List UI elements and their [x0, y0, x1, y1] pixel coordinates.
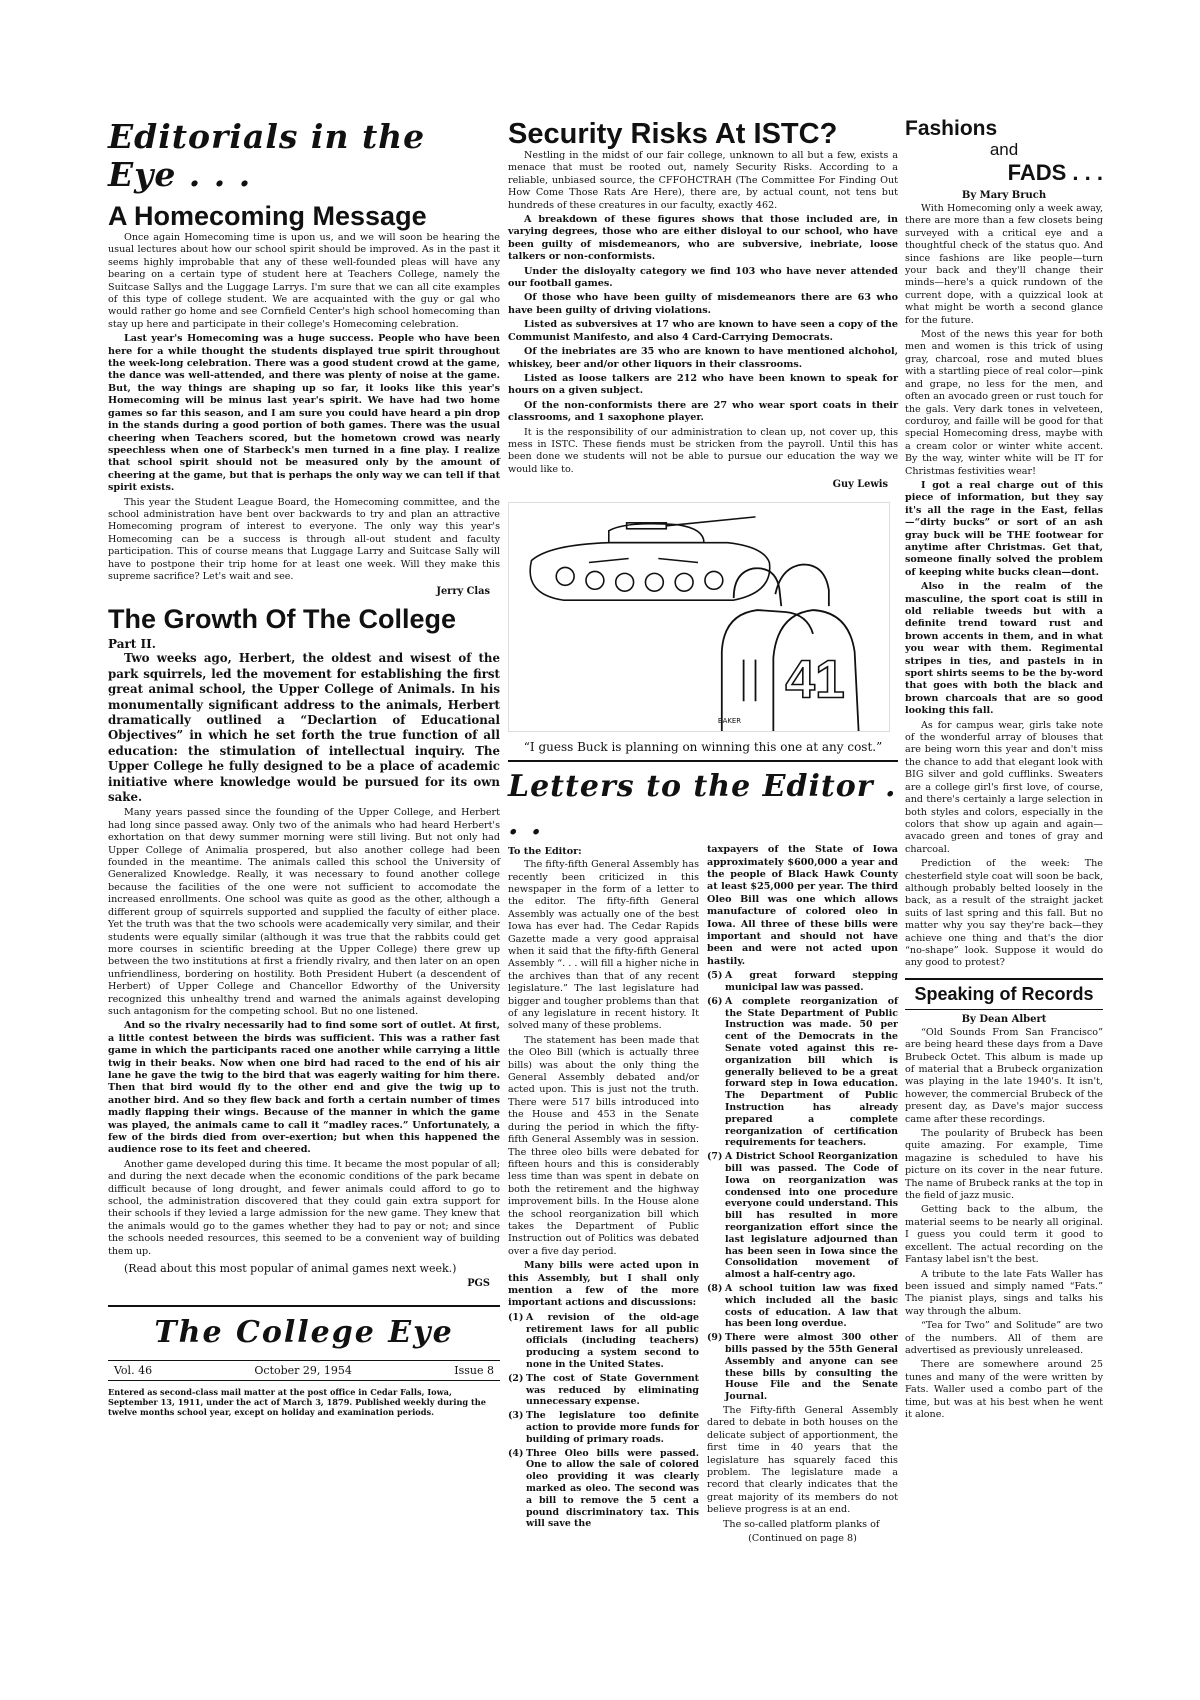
masthead-date: October 29, 1954: [254, 1364, 352, 1378]
letters-section-title: Letters to the Editor . . .: [508, 769, 897, 843]
homecoming-paragraph: Once again Homecoming time is upon us, and we will soon be hearing the usual lectures about how our school spirit should be improved. As in the past it seems highly improbable that any of these well-founded pleas will have any bearing on a certain type of student here at Teachers College, namely the Suitcase Sallys and the Luggage Larrys. I'm sure that we can all cite examples of this type of college student. We are acquainted with the guy or gal who would rather go home and see Cornfield Center's high school homecoming than stay up here and participate in their college's Homecoming celebration.: [108, 232, 500, 330]
letters-list-item: (6) A complete reorganization of the State Department of Public Instruction was made. 50 per cent of the Democrats in the Senate voted against this re-organization bill which is generally believed to be a great forward step in Iowa education. The Department of Public Instruction has already prepared a complete reorganization of certification requirements for teachers.: [707, 995, 898, 1149]
records-paragraph: The poularity of Brubeck has been quite amazing. For example, Time magazine is scheduled to have his picture on its cover in the near future. The name of Brubeck ranks at the top in the field of jazz music.: [905, 1128, 1103, 1202]
letters-list-item: (3) The legislature too definite action to provide more funds for building of primary roads.: [508, 1410, 699, 1445]
records-paragraph: A tribute to the late Fats Waller has been issued and simply named “Fats.” The pianist plays, sings and talks his way through the album.: [905, 1268, 1103, 1317]
masthead: [108, 1305, 500, 1418]
masthead-notice: Entered as second-class mail matter at the post office in Cedar Falls, Iowa, September 13, 1911, under the act of March 3, 1879. Published weekly during the twelve months school year, except on holiday and examination periods.: [108, 1387, 486, 1418]
letters-list-item: (8) A school tuition law was fixed which included all the basic costs of education. A law that has been long overdue.: [707, 1282, 898, 1330]
fashions-paragraph: Also in the realm of the masculine, the sport coat is still in old reliable tweeds but with a definite trend toward rust and brown accents in them, and in what you wear with them. Regimental stripes in ties, and pastels in in sport shirts seems to be the by-word that goes with both the black and brown charcoals that are so good looking this fall.: [905, 581, 1103, 717]
fashions-title: Fashions: [905, 117, 998, 140]
growth-paragraph: Many years passed since the founding of the Upper College, and Herbert had long since passed away. Only two of the animals who had heard Herbert's exhortation on that dewy summer morning were still living. But not only had Upper College of Animalia prospered, but also another college had been founded in the meantime. The animals called this school the University of Generalized Knowledge. Really, it was necessary to found another college because the facilities of the one were not sufficient to accomodate the increased enrollments. One school was quite as good as the other, although a different group of squirrels supported and supplied the faculty of either place. Yet the truth was that the two schools were academically very similar, and their students were equally similar (although it was true that the rabbits could get more courses in scientific breeding at the Upper College) there grew up between the two institutions at first a friendly rivalry, and then later on an open unfriendliness, bordering on hostility. Both President Hubert (a descendent of Herbert) of Upper College and Chancellor Edworthy of the University recognized this unhealthy trend and warned the animals against developing such antagonism for the competing school. But no one listened.: [108, 807, 500, 1017]
security-paragraph: A breakdown of these figures shows that those included are, in varying degrees, those who are either disloyal to our school, who have been guilty of misdemeanors, who are subversive, inebriate, loose talkers or non-conformists.: [508, 214, 898, 263]
middle-column: [508, 118, 898, 1673]
homecoming-signature: Jerry Clas: [436, 586, 490, 598]
jersey-number: 41: [785, 650, 845, 710]
growth-paragraph: Two weeks ago, Herbert, the oldest and wisest of the park squirrels, led the movement for establishing the first great animal school, the Upper College of Animals. In his monumentally significant address to the animals, Herbert dramatically outlined a “Declartion of Educational Objectives” in which he set forth the true function of all education: the stimulation of intellectual inquiry. The Upper College he fully designed to be a place of academic initiative where knowledge would be pursued for its own sake.: [108, 651, 500, 805]
security-paragraph: It is the responsibility of our administration to clean up, not cover up, this mess in ISTC. These fiends must be stricken from the payroll. Until this has been done we students will not be able to pursue our education the way we would like to.: [508, 426, 898, 475]
continued-note: (Continued on page 8): [748, 1532, 857, 1544]
letters-paragraph: The Fifty-fifth General Assembly dared to debate in both houses on the delicate subject of apportionment, the first time in 40 years that the legislature has squarely faced this problem. The legislature made a record that clearly indicates that the great majority of its members do not believe progress is at an end.: [707, 1404, 898, 1516]
growth-signature: PGS: [467, 1278, 490, 1290]
letters-paragraph: The fifty-fifth General Assembly has recently been criticized in this newspaper in the form of a letter to the editor. The fifty-fifth General Assembly was actually one of the best Iowa has ever had. The Cedar Rapids Gazette made a very good appraisal when it said that the fifty-fifth General Assembly “. . . will fill a higher niche in the archives than that of any recent legislature.” The last legislature had bigger and tougher problems than that of any legislature in recent history. It solved many of these problems.: [508, 859, 699, 1032]
fashions-paragraph: I got a real charge out of this piece of information, but they say it's all the rage in the East, fellas—“dirty bucks” or sort of an ash gray buck will be THE footwear for anytime after Christmas. Get that, someone finally solved the problem of keeping white bucks clean—dont.: [905, 479, 1103, 578]
security-body: [508, 150, 898, 476]
letters-column-1: [508, 844, 699, 1544]
letters-paragraph: The statement has been made that the Oleo Bill (which is actually three bills) was about the only thing the General Assembly debated and/or acted upon. This is just not the truth. There were 517 bills introduced into the House and 453 in the Senate during the period in which the fifty-fifth General Assembly was in session. The three oleo bills were debated for fifteen hours and this is considerably less time than was spent in debate on both the retirement and the highway improvement bills. In the House alone the school reorganization bill which takes the Department of Public Instruction out of Politics was debated over a five day period.: [508, 1034, 699, 1257]
letters-list-item: (5) A great forward stepping municipal law was passed.: [707, 970, 898, 994]
masthead-title: The College Eye: [154, 1315, 454, 1351]
records-paragraph: There are somewhere around 25 tunes and many of the were written by Fats. Waller used a combo part of the time, but was at his best when he went it alone.: [905, 1359, 1103, 1420]
security-paragraph: Of the inebriates are 35 who are known to have mentioned alchohol, whiskey, beer and/or other liquors in their classrooms.: [508, 346, 898, 370]
growth-paragraph: Another game developed during this time. It became the most popular of all; and during the next decade when the economic conditions of the park became difficult because of long drought, and fewer animals could afford to go to school, the administration discovered that they could gain extra support for their schools if they levied a large admission for the new game. They knew that the animals would go to the games whether they had to pay or not; and since the schools needed resources, this seemed to be a convenient way of building them up.: [108, 1158, 500, 1257]
security-signature: Guy Lewis: [832, 479, 888, 491]
right-column: [905, 118, 1103, 1673]
growth-part: Part II.: [108, 637, 156, 652]
security-paragraph: Under the disloyalty category we find 103 who have never attended our football games.: [508, 265, 898, 290]
letters-salutation: To the Editor:: [508, 846, 582, 858]
letters-list-item: (4) Three Oleo bills were passed. One to allow the sale of colored oleo providing it was clearly marked as oleo. The second was a bill to remove the 5 cent a pound discriminatory tax. This will save the: [508, 1447, 699, 1530]
records-body: [905, 1027, 1103, 1422]
security-paragraph: Listed as loose talkers are 212 who have been known to speak for hours on a given subject.: [508, 372, 898, 397]
fashions-paragraph: Prediction of the week: The chesterfield style coat will soon be back, although probably belted loosely in the back, as a result of the straight jacket suits of last spring and this fall. But no matter why you say they're back—they achieve one thing and that's the dior “no-shape” look. Suppose it would do any good to protest?: [905, 858, 1103, 969]
fashions-title-and: and: [989, 140, 1019, 159]
fashions-body: [905, 203, 1103, 970]
records-paragraph: Getting back to the album, the material seems to be nearly all original. I guess you could term it good to excellent. The actual recording on the Fantasy label isn't the best.: [905, 1204, 1103, 1266]
fashions-paragraph: With Homecoming only a week away, there are more than a few closets being surveyed with a critical eye and a thoughtful check of the status quo. And since fashions are like people—turn your back and they'll change their minds—here's a quick rundown of the current dope, with a quizzical look at what might be worth a second glance for the future.: [905, 203, 1103, 326]
masthead-issue: Issue 8: [454, 1364, 494, 1378]
homecoming-body: [108, 232, 500, 583]
records-paragraph: “Tea for Two” and Solitude” are two of the numbers. All of them are advertised as previously unreleased.: [905, 1320, 1103, 1356]
fashions-title-fads: FADS . . .: [1007, 160, 1103, 185]
letters-paragraph: taxpayers of the State of Iowa approximately $600,000 a year and the people of Black Hawk County at least $25,000 per year. The third Oleo Bill was one which allows manufacture of colored oleo in Iowa. All three of these bills were important and should not have been and were not acted upon hastily.: [707, 844, 898, 967]
growth-note: (Read about this most popular of animal games next week.): [124, 1262, 457, 1276]
records-headline: Speaking of Records: [905, 978, 1103, 1010]
letters-list-item: (9) There were almost 300 other bills passed by the 55th General Assembly and anyone can see these bills by consulting the House File and the Senate Journal.: [707, 1332, 898, 1403]
letters-list-item: (1) A revision of the old-age retirement laws for all public officials (including teachers) producing a system second to none in the United States.: [508, 1311, 699, 1370]
editorials-section-title: Editorials in the Eye . . .: [108, 117, 426, 194]
security-headline: Security Risks At ISTC?: [508, 118, 838, 150]
cartoon-artist-signature: BAKER: [717, 717, 742, 726]
fashions-paragraph: Most of the news this year for both men and women is this trick of using gray, charcoal, rose and muted blues with a startling piece of real color—pink and grape, no less for the men, and often an avocado green or rust touch for the gals. Very dark tones in velveteen, corduroy, and faille will be good for that special Homecoming dress, maybe with a cream color or winter white accent. By the way, winter white will be IT for Christmas festivities wear!: [905, 329, 1103, 477]
left-column: [108, 117, 500, 1418]
homecoming-headline: A Homecoming Message: [108, 201, 427, 231]
letters-paragraph: Many bills were acted upon in this Assembly, but I shall only mention a few of the more important actions and discussions:: [508, 1260, 699, 1309]
masthead-volume: Vol. 46: [114, 1364, 153, 1378]
letters-column-2: [707, 844, 898, 1544]
homecoming-paragraph: This year the Student League Board, the Homecoming committee, and the school administration have bent over backwards to try and plan an attractive Homecoming program of interest to everyone. The only way this year's Homecoming can be a success is through all-out student and faculty participation. This of course means that Luggage Larry and Suitcase Sally will have to postpone their trip home for at least one week. Will they make this supreme sacrifice? Let's wait and see.: [108, 496, 500, 582]
letters-body: [508, 844, 898, 1544]
cartoon-caption: “I guess Buck is planning on winning this one at any cost.”: [508, 740, 898, 762]
security-paragraph: Of those who have been guilty of misdemeanors there are 63 who have been guilty of driving violations.: [508, 292, 898, 316]
fashions-paragraph: As for campus wear, girls take note of the wonderful array of blouses that are being worn this year and don't miss the chance to add that elegant look with BIG silver and gold cufflinks. Sweaters are a college girl's first love, of course, and there's certainly a large selection in both styles and colors, especially in the colors that show up again and again—avacado green and tones of gray and charcoal.: [905, 719, 1103, 855]
growth-headline: The Growth Of The College: [108, 604, 457, 635]
growth-paragraph: And so the rivalry necessarily had to find some sort of outlet. At first, a little contest between the birds was sufficient. This was a rather fast game in which the participants raced one another while carrying a little twig in their beaks. Now when one bird had raced to the end of his air lane he gave the twig to the bird that was eagerly waiting for him there. Then that bird would fly to the other end and give the twig up to another bird. And so they flew back and forth a certain number of times madly flapping their wings. Because of the manner in which the game was played, the animals came to call it “madley races.” Unfortunately, a few of the birds died from over-exertion; but when this happened the audience rose to its feet and cheered.: [108, 1020, 500, 1156]
growth-body: [108, 651, 500, 1258]
masthead-info: [108, 1360, 500, 1381]
security-paragraph: Listed as subversives at 17 who are known to have seen a copy of the Communist Manifesto, and also 4 Card-Carrying Democrats.: [508, 319, 898, 343]
records-byline: By Dean Albert: [961, 1013, 1047, 1025]
letters-list-item: (7) A District School Reorganization bill was passed. The Code of Iowa on reorganization was condensed into one procedure everyone could understand. This bill has resulted in more reorganization effort since the last legislature adjourned than has been seen in Iowa since the Consolidation movement of almost a half-centry ago.: [707, 1151, 898, 1281]
security-paragraph: Of the non-conformists there are 27 who wear sport coats in their classrooms, and 1 saxophone player.: [508, 399, 898, 424]
homecoming-paragraph: Last year's Homecoming was a huge success. People who have been here for a while thought the students displayed true spirit throughout the week-long celebration. There was a good student crowd at the game, the dance was well-attended, and there was plenty of noise at the game. But, the way things are shaping up so far, it looks like this year's Homecoming will be minus last year's spirit. We have had two home games so far this season, and I am sure you could have heard a pin drop in the stands during a good portion of both games. There was the usual cheering when Teachers scored, but the hometown crowd was nearly speechless when one of Starbeck's men turned in a fine play. I realize that school spirit should not be measured only by the amount of cheering at the game, but that is perhaps the only way we can tell if that spirit exists.: [108, 333, 500, 494]
letters-paragraph: The so-called platform planks of: [723, 1518, 880, 1530]
fashions-byline: By Mary Bruch: [961, 190, 1047, 201]
letters-list-item: (2) The cost of State Government was reduced by eliminating unnecessary expense.: [508, 1372, 699, 1408]
security-paragraph: Nestling in the midst of our fair college, unknown to all but a few, exists a menace that must be rooted out, namely Security Risks. According to a reliable, unbiased source, the CFFOHCTRAH (The Committee For Finding Out How Come Those Rats Are Here), there are, by actual count, not tens but hundreds of these creatures in our faculty, exactly 462.: [508, 150, 898, 211]
records-paragraph: “Old Sounds From San Francisco” are being heard these days from a Dave Brubeck Octet. This album is made up of material that a Brubeck organization was playing in the late 1940's. It isn't, however, the commercial Brubeck of the present day, as Dave's major success came after these recordings.: [905, 1026, 1103, 1125]
cartoon-illustration: [508, 502, 890, 732]
